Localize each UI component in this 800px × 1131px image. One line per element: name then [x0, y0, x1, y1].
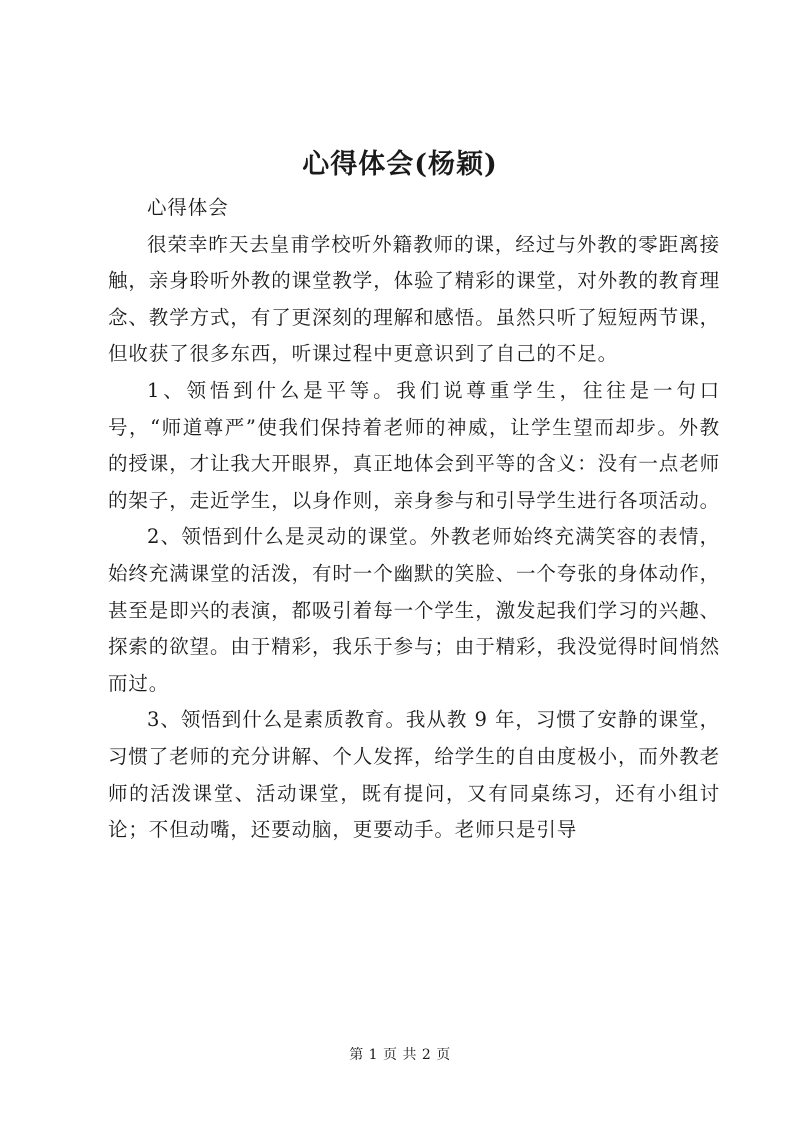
paragraph-point-3: 3、领悟到什么是素质教育。我从教 9 年，习惯了安静的课堂，习惯了老师的充分讲解、个人发挥，给学生的自由度极小，而外教老师的活泼课堂、活动课堂，既有提问，又有同桌练习，还有小组讨论；不但动嘴，还要动脑，更要动手。老师只是引导: [108, 708, 721, 842]
page-number-footer: 第 1 页 共 2 页: [349, 1047, 451, 1063]
paragraph-intro: 很荣幸昨天去皇甫学校听外籍教师的课，经过与外教的零距离接触，亲身聆听外教的课堂教学，体验了精彩的课堂，对外教的教育理念、教学方式，有了更深刻的理解和感悟。虽然只听了短短两节课，但收获了很多东西，听课过程中更意识到了自己的不足。: [108, 232, 721, 366]
paragraph-point-1: 1、领悟到什么是平等。我们说尊重学生，往往是一句口号，“师道尊严”使我们保持着老师的神威，让学生望而却步。外教的授课，才让我大开眼界，真正地体会到平等的含义：没有一点老师的架子，走近学生，以身作则，亲身参与和引导学生进行各项活动。: [108, 378, 721, 512]
section-heading: 心得体会: [147, 196, 229, 219]
document-body: [108, 190, 720, 849]
paragraph-point-2: 2、领悟到什么是灵动的课堂。外教老师始终充满笑容的表情，始终充满课堂的活泼，有时一个幽默的笑脸、一个夸张的身体动作，甚至是即兴的表演，都吸引着每一个学生，激发起我们学习的兴趣、探索的欲望。由于精彩，我乐于参与；由于精彩，我没觉得时间悄然而过。: [108, 525, 721, 695]
document-title: 心得体会(杨颖): [302, 149, 498, 180]
